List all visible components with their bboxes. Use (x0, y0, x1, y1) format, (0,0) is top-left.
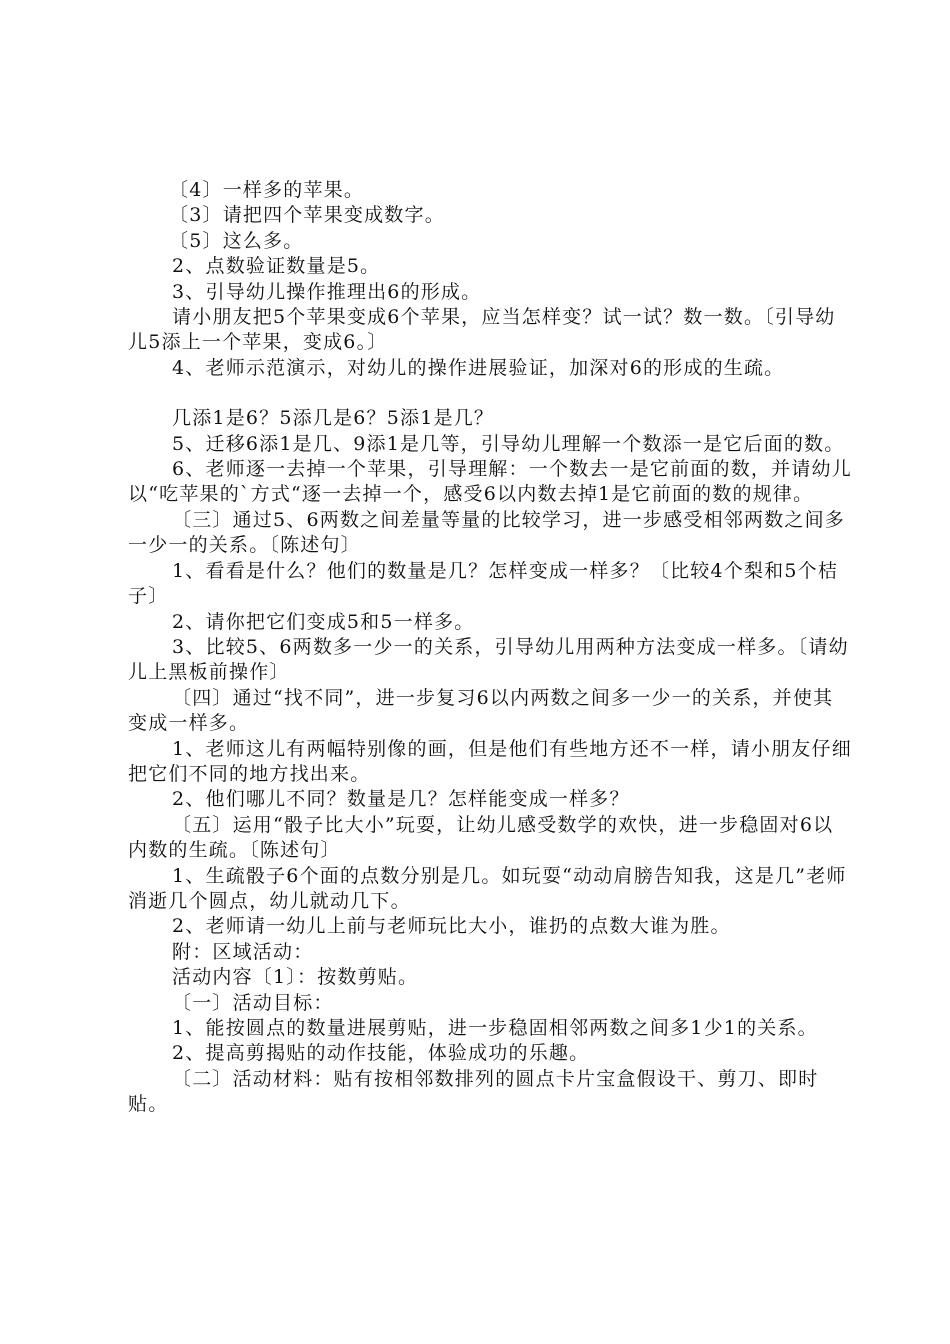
blank-line (128, 381, 852, 406)
paragraph-25: 1、能按圆点的数量进展剪贴，进一步稳固相邻两数之间多1少1的关系。 (172, 1017, 818, 1039)
paragraph-16: 〔四〕通过“找不同”，进一步复习6以内两数之间多一少一的关系，并使其变成一样多。 (128, 686, 834, 735)
paragraph-22: 附：区域活动： (172, 940, 314, 963)
paragraph-24: 〔一〕活动目标： (172, 991, 334, 1014)
paragraph-12: 〔三〕通过5、6两数之间差量等量的比较学习，进一步感受相邻两数之间多一少一的关系。〔陈述句〕 (128, 508, 845, 557)
paragraph-5: 3、引导幼儿操作推理出6的形成。 (172, 280, 482, 303)
document-body (128, 178, 852, 1118)
paragraph-17: 1、老师这儿有两幅特别像的画，但是他们有些地方还不一样，请小朋友仔细把它们不同的地方找出来。 (128, 737, 852, 785)
paragraph-1: 〔4〕一样多的苹果。 (169, 179, 365, 201)
paragraph-7: 4、老师示范演示，对幼儿的操作进展验证，加深对6的形成的生疏。 (172, 356, 785, 379)
paragraph-3: 〔5〕这么多。 (169, 229, 304, 252)
paragraph-14: 2、请你把它们变成5和5一样多。 (172, 610, 475, 633)
paragraph-6: 请小朋友把5个苹果变成6个苹果，应当怎样变？试一试？数一数。〔引导幼儿5添上一个苹果，变成6。〕 (128, 306, 836, 354)
paragraph-18: 2、他们哪儿不同？数量是几？怎样能变成一样多？ (172, 788, 630, 811)
paragraph-9: 几添1是6？5添几是6？5添1是几？ (172, 407, 495, 430)
paragraph-21: 2、老师请一幼儿上前与老师玩比大小，谁扔的点数大谁为胜。 (172, 915, 731, 938)
paragraph-10: 5、迁移6添1是几、9添1是几等，引导幼儿理解一个数添一是它后面的数。 (172, 432, 845, 455)
paragraph-11: 6、老师逐一去掉一个苹果，引导理解：一个数去一是它前面的数，并请幼儿以“吃苹果的`方式“逐一去掉一个，感受6以内数去掉1是它前面的数的规律。 (128, 458, 852, 506)
paragraph-19: 〔五〕运用“骰子比大小”玩耍，让幼儿感受数学的欢快，进一步稳固对6以内数的生疏。〔陈述句〕 (128, 813, 834, 862)
paragraph-4: 2、点数验证数量是5。 (172, 255, 381, 278)
paragraph-27: 〔二〕活动材料：贴有按相邻数排列的圆点卡片宝盒假设干、剪刀、即时贴。 (128, 1067, 819, 1116)
paragraph-26: 2、提高剪揭贴的动作技能，体验成功的乐趣。 (172, 1042, 590, 1065)
paragraph-20: 1、生疏骰子6个面的点数分别是几。如玩耍“动动肩膀告知我，这是几”老师消逝几个圆点，幼儿就动几下。 (128, 864, 847, 912)
paragraph-23: 活动内容〔1〕：按数剪贴。 (172, 966, 419, 989)
paragraph-13: 1、看看是什么？他们的数量是几？怎样变成一样多？〔比较4个梨和5个桔子〕 (128, 559, 839, 608)
paragraph-2: 〔3〕请把四个苹果变成数字。 (169, 204, 445, 227)
paragraph-15: 3、比较5、6两数多一少一的关系，引导幼儿用两种方法变成一样多。〔请幼儿上黑板前操作〕 (128, 635, 849, 684)
